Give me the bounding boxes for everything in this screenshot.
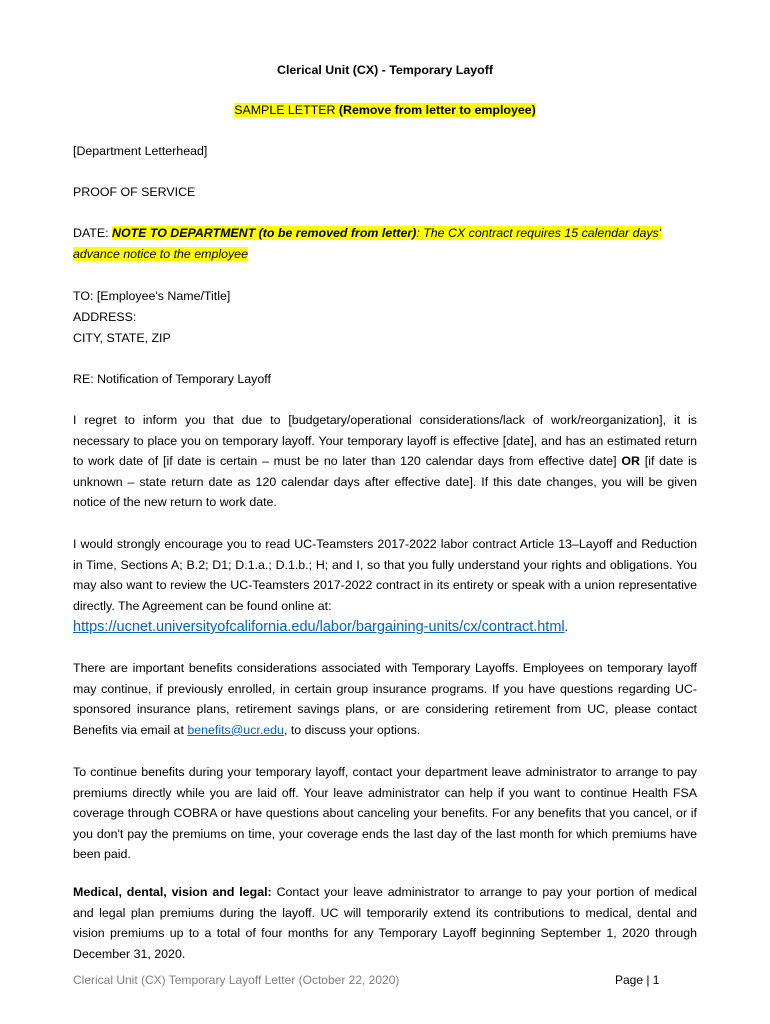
paragraph-layoff-notice-text-end: [if date is unknown – state return date as 120 calendar days after effective date]. If this date changes, you will be given notice of the new return to work date. — [73, 454, 697, 510]
sample-letter-remove-note: (Remove from letter to employee) — [338, 103, 536, 117]
paragraph-benefits-considerations — [73, 658, 697, 740]
benefits-email-link[interactable]: benefits@ucr.edu — [187, 722, 284, 737]
contract-link[interactable]: https://ucnet.universityofcalifornia.edu/labor/bargaining-units/cx/contract.html — [73, 619, 565, 635]
paragraph-medical — [73, 882, 697, 964]
paragraph-contract-text: I would strongly encourage you to read UC-Teamsters 2017-2022 labor contract Article 13–Layoff and Reduction in Time, Sections A; B.2; D1; D.1.a.; D.1.b.; H; and I, so that you fully understand your rights and obligations. You may also want to review the UC-Teamsters 2017-2022 contract in its entirety or speak with a union representative directly. The Agreement can be found online at: — [73, 537, 697, 613]
footer-page-number: Page | 1 — [615, 973, 660, 987]
date-line — [73, 223, 697, 264]
sample-letter-prefix: SAMPLE LETTER — [234, 103, 339, 117]
letterhead-placeholder: [Department Letterhead] — [73, 144, 208, 158]
re-line: RE: Notification of Temporary Layoff — [73, 372, 271, 386]
date-label: DATE: — [73, 226, 113, 240]
or-keyword: OR — [621, 454, 640, 469]
proof-of-service: PROOF OF SERVICE — [73, 185, 196, 199]
document-title: Clerical Unit (CX) - Temporary Layoff — [277, 63, 493, 77]
paragraph-layoff-notice-text: I regret to inform you that due to [budgetary/operational considerations/lack of work/reorganization], it is necessary to place you on temporary layoff. Your temporary layoff is effective [date], and has an estimated return to work date of [if date is certain – must be no later than 120 calendar days from effective date] — [73, 413, 697, 469]
footer-document-title: Clerical Unit (CX) Temporary Layoff Letter (October 22, 2020) — [73, 973, 400, 987]
paragraph-benefits-end: , to discuss your options. — [283, 722, 421, 737]
medical-text: Contact your leave administrator to arrange to pay your portion of medical and legal plan premiums during the layoff. UC will temporarily extend its contributions to medical, dental and vision premiums up to a total of four months for any Temporary Layoff beginning September 1, 2020 through December 31, 2020. — [73, 885, 697, 961]
sample-letter-note — [0, 100, 770, 121]
department-note-heading: NOTE TO DEPARTMENT (to be removed from letter) — [112, 226, 417, 240]
medical-heading: Medical, dental, vision and legal: — [73, 885, 272, 899]
contract-link-period: . — [564, 620, 569, 634]
city-state-zip-line: CITY, STATE, ZIP — [73, 331, 171, 345]
paragraph-benefits-text: There are important benefits considerations associated with Temporary Layoffs. Employees on temporary layoff may continue, if previously enrolled, in certain group insurance programs. If you have questions regarding UC-sponsored insurance plans, retirement savings plans, or are considering retirement from UC, please contact Benefits via email at — [73, 661, 697, 737]
paragraph-layoff-notice — [73, 410, 697, 513]
department-note-text: : The CX contract requires 15 calendar days' advance notice to the employee — [73, 226, 662, 261]
address-line: ADDRESS: — [73, 310, 137, 324]
to-line: TO: [Employee's Name/Title] — [73, 289, 231, 303]
contract-link-line — [73, 617, 697, 638]
paragraph-contract — [73, 534, 697, 616]
paragraph-continue-benefits: To continue benefits during your temporary layoff, contact your department leave administrator to arrange to pay premiums directly while you are laid off. Your leave administrator can help if you want to continue Health FSA coverage through COBRA or have questions about canceling your benefits. For any benefits that you cancel, or if you don't pay the premiums on time, your coverage ends the last day of the last month for which premiums have been paid. — [73, 765, 697, 862]
